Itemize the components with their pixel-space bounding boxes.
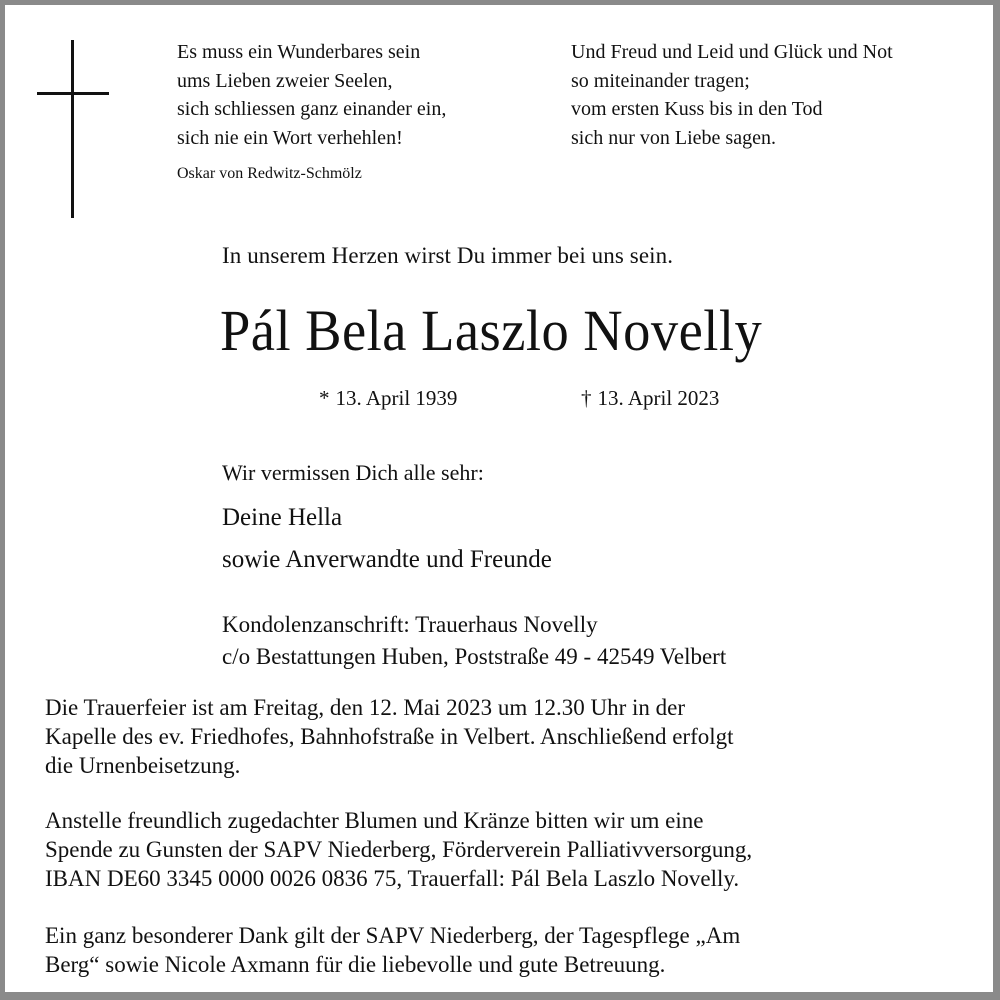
birth-date: 13. April 1939: [335, 386, 458, 410]
paragraph-line: Berg“ sowie Nicole Axmann für die liebevolle und gute Betreuung.: [45, 952, 666, 977]
paragraph-line: die Urnenbeisetzung.: [45, 753, 241, 778]
thanks-paragraph: [45, 921, 975, 979]
deceased-name: Pál Bela Laszlo Novelly: [220, 298, 763, 363]
death-date: 13. April 2023: [597, 386, 720, 410]
poem-line: sich nie ein Wort verhehlen!: [177, 126, 403, 149]
mourners-intro: Wir vermissen Dich alle sehr:: [222, 460, 484, 485]
poem-line: vom ersten Kuss bis in den Tod: [571, 98, 823, 120]
poem-stanza-right: [571, 38, 893, 152]
address-line: c/o Bestattungen Huben, Poststraße 49 - 42549 Velbert: [222, 644, 727, 669]
paragraph-line: Anstelle freundlich zugedachter Blumen und Kränze bitten wir um eine: [45, 808, 704, 833]
funeral-service-paragraph: [45, 693, 975, 780]
poem-stanza-left: [177, 38, 446, 152]
paragraph-line: Kapelle des ev. Friedhofes, Bahnhofstraße in Velbert. Anschließend erfolgt: [45, 724, 734, 749]
poem-line: so miteinander tragen;: [571, 69, 750, 92]
death-date-line: [581, 386, 719, 411]
death-dagger-icon: †: [581, 386, 592, 410]
poem-line: Und Freud und Leid und Glück und Not: [571, 41, 893, 63]
paragraph-line: Die Trauerfeier ist am Freitag, den 12. Mai 2023 um 12.30 Uhr in der: [45, 695, 686, 720]
poem-line: ums Lieben zweier Seelen,: [177, 69, 393, 92]
cross-horizontal-bar: [37, 92, 109, 95]
cross-vertical-bar: [71, 40, 74, 218]
tagline: In unserem Herzen wirst Du immer bei uns sein.: [222, 243, 674, 268]
donation-paragraph: [45, 806, 975, 893]
poem-line: Es muss ein Wunderbares sein: [177, 41, 421, 63]
birth-star-icon: *: [319, 386, 330, 410]
mourner-line: sowie Anverwandte und Freunde: [222, 546, 552, 573]
paragraph-line: IBAN DE60 3345 0000 0026 0836 75, Trauerfall: Pál Bela Laszlo Novelly.: [45, 866, 740, 891]
paragraph-line: Ein ganz besonderer Dank gilt der SAPV Niederberg, der Tagespflege „Am: [45, 923, 741, 948]
birth-date-line: [319, 386, 457, 411]
condolence-address: [222, 609, 726, 673]
paragraph-line: Spende zu Gunsten der SAPV Niederberg, Förderverein Palliativversorgung,: [45, 837, 753, 862]
poem-author: Oskar von Redwitz-Schmölz: [177, 165, 362, 182]
obituary-notice: [5, 5, 993, 992]
address-line: Kondolenzanschrift: Trauerhaus Novelly: [222, 612, 598, 637]
mourner-line: Deine Hella: [222, 504, 343, 531]
poem-line: sich nur von Liebe sagen.: [571, 126, 776, 149]
poem-line: sich schliessen ganz einander ein,: [177, 98, 447, 120]
